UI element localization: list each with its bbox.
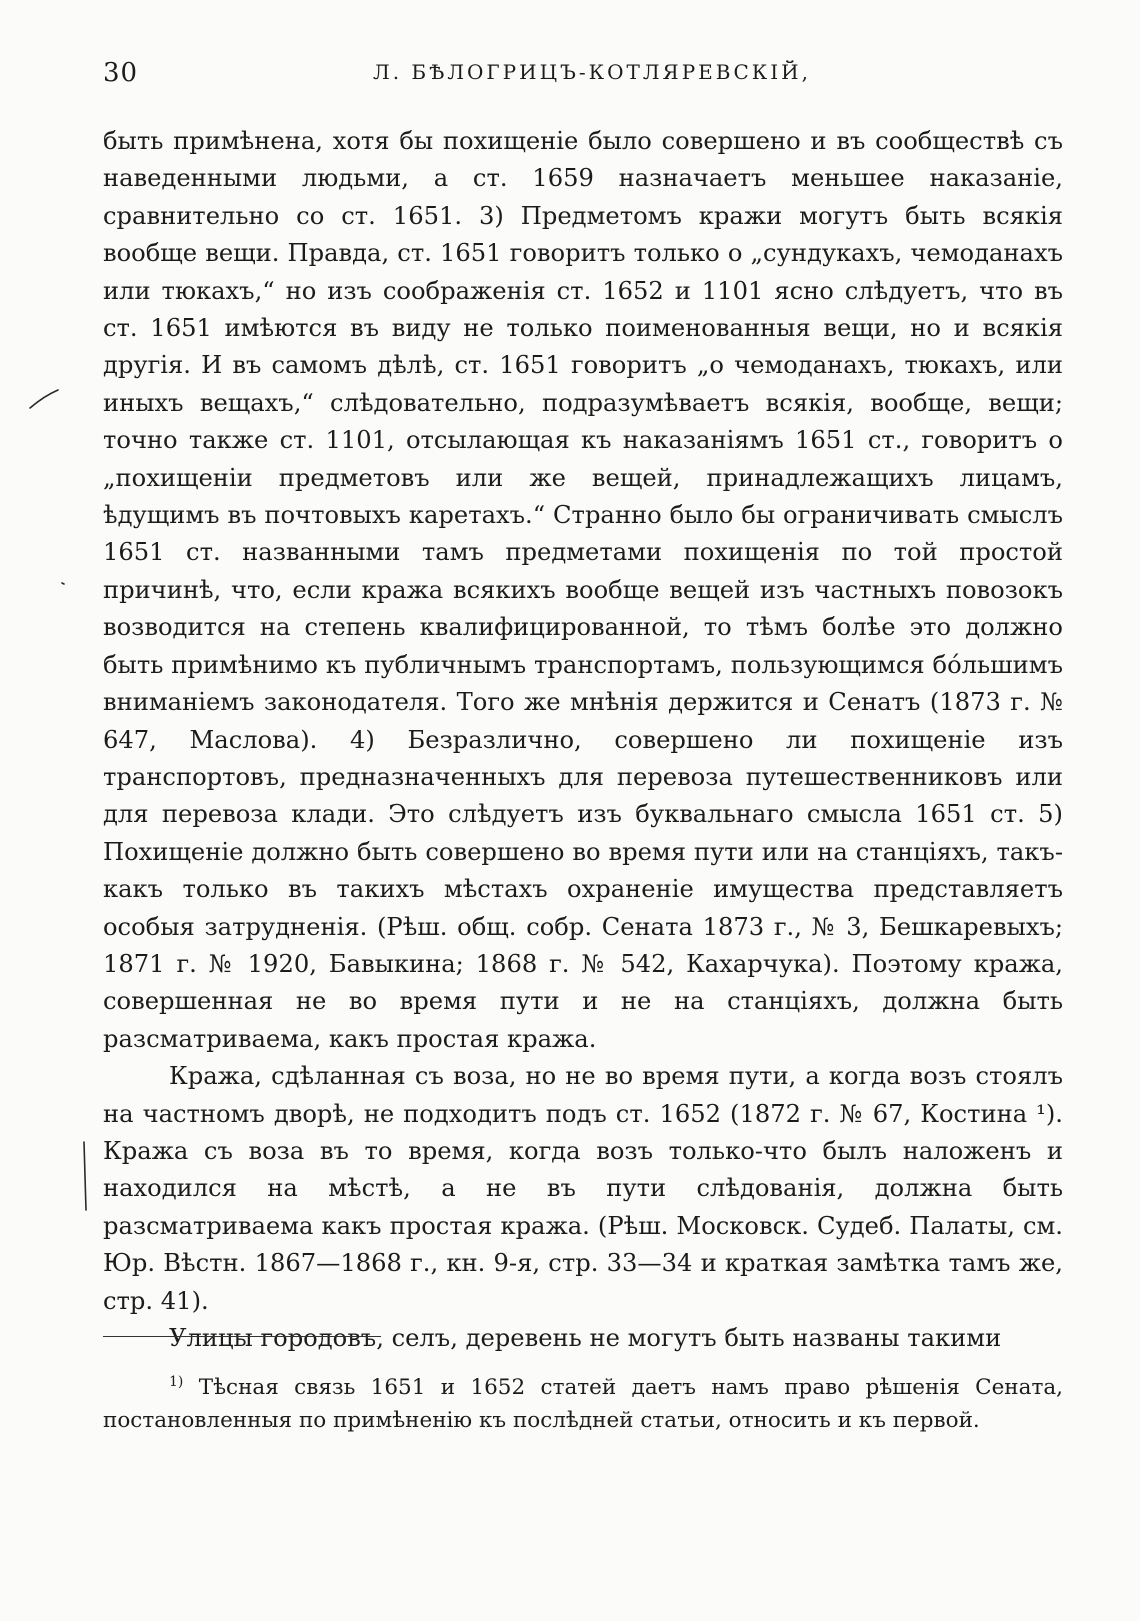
margin-vertical-bar-mark [84, 1142, 86, 1210]
paragraph-1: быть примѣнена, хотя бы похищеніе было совершено и въ сообществѣ съ наведенными людьми, а ст. 1659 назначаетъ меньшее наказаніе, сравнительно со ст. 1651. 3) Предметомъ кражи могутъ быть всякія вообще вещи. Правда, ст. 1651 говоритъ только о „сундукахъ, чемоданахъ или тюкахъ,“ но изъ соображенія ст. 1652 и 1101 ясно слѣдуетъ, что въ ст. 1651 имѣются въ виду не только поименованныя вещи, но и всякія другія. И въ самомъ дѣлѣ, ст. 1651 говоритъ „о чемоданахъ, тюкахъ, или иныхъ вещахъ,“ слѣдовательно, подразумѣваетъ всякія, вообще, вещи; точно также ст. 1101, отсылающая къ наказаніямъ 1651 ст., говоритъ о „похищеніи предметовъ или же вещей, принадлежащихъ лицамъ, ѣдущимъ въ почтовыхъ каретахъ.“ Странно было бы ограничивать смыслъ 1651 ст. названными тамъ предметами похищенія по той простой причинѣ, что, если кража всякихъ вообще вещей изъ частныхъ повозокъ возводится на степень квалифицированной, то тѣмъ болѣе это должно быть примѣнимо къ публичнымъ транспортамъ, пользующимся бóльшимъ вниманіемъ законодателя. Того же мнѣнія держится и Сенатъ (1873 г. № 647, Маслова). 4) Безразлично, совершено ли похищеніе изъ транспортовъ, предназначенныхъ для перевоза путешественниковъ или для перевоза клади. Это слѣдуетъ изъ буквальнаго смысла 1651 ст. 5) Похищеніе должно быть совершено во время пути или на станціяхъ, такъ-какъ только въ такихъ мѣстахъ охраненіе имущества представляетъ особыя затрудненія. (Рѣш. общ. собр. Сената 1873 г., № 3, Бешкаревыхъ; 1871 г. № 1920, Бавыкина; 1868 г. № 542, Кахарчука). Поэтому кража, совершенная не во время пути и не на станціяхъ, должна быть разсматриваема, какъ простая кража. [103, 127, 1063, 1053]
margin-dot-mark [62, 583, 64, 584]
paragraph-3: Улицы городовъ, селъ, деревень не могутъ быть названы такими [169, 1324, 1002, 1352]
page-number: 30 [103, 58, 139, 88]
footnote-marker: 1) [169, 1374, 184, 1390]
paragraph-2: Кража, сдѣланная съ воза, но не во время пути, а когда возъ стоялъ на частномъ дворѣ, не подходитъ подъ ст. 1652 (1872 г. № 67, Костина ¹). Кража съ воза въ то время, когда возъ только-что былъ наложенъ и находился на мѣстѣ, а не въ пути слѣдованія, должна быть разсматриваема какъ простая кража. (Рѣш. Московск. Судеб. Палаты, см. Юр. Вѣстн. 1867—1868 г., кн. 9-я, стр. 33—34 и краткая замѣтка тамъ же, стр. 41). [103, 1062, 1063, 1315]
margin-tick-mark [30, 390, 58, 408]
footnote-text: Тѣсная связь 1651 и 1652 статей даетъ намъ право рѣшенія Сената, постановленныя по примѣненію къ послѣдней статьи, относить и къ первой. [103, 1375, 1063, 1433]
running-head: Л. БѢЛОГРИЦЪ-КОТЛЯРЕВСКІЙ, [373, 60, 811, 84]
